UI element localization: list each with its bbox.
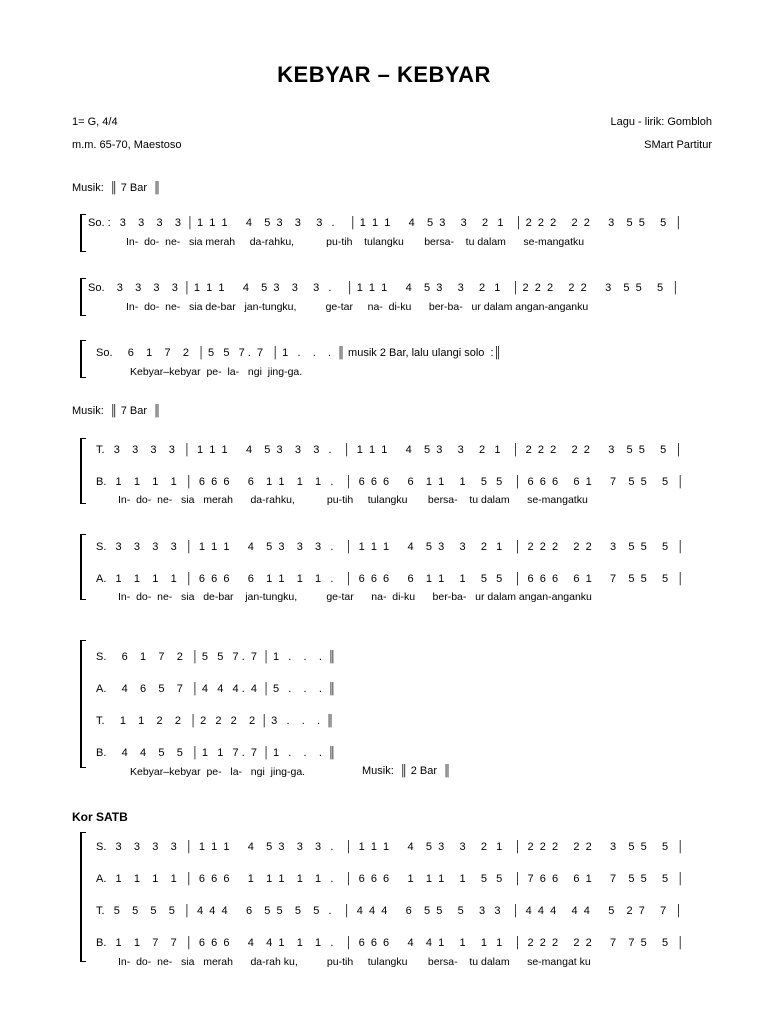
system-brace [80,214,86,252]
bass-ending: B. 4 4 5 5 │ 1 1 7 . 7 │ 1 . . . ║ [96,747,336,759]
sa-lyrics: In- do- ne- sia de-bar jan-tungku, ge-tar na- di-ku ber-ba- ur dalam angan-anganku [118,591,592,603]
solo-lyrics-2: In- do- ne- sia de-bar jan-tungku, ge-tar na- di-ku ber-ba- ur dalam angan-anganku [126,301,589,313]
bass-notes-1: B. 1 1 1 1 │ 6 6 6 6 1 1 1 1 . │ 6 6 6 6 1 1 1 5 5 │ 6 6 6 6 1 7 5 5 5 │ [96,476,685,488]
system-brace [80,534,86,600]
tenor-ending: T. 1 1 2 2 │ 2 2 2 2 │ 3 . . . ║ [96,715,334,727]
system-brace [80,278,86,316]
intro-musik-1: Musik: ║ 7 Bar ║ [72,182,161,194]
alto-notes-1: A. 1 1 1 1 │ 6 6 6 6 1 1 1 1 . │ 6 6 6 6 1 1 1 5 5 │ 6 6 6 6 1 7 5 5 5 │ [96,573,685,585]
system-brace [80,832,86,962]
kor-alto: A. 1 1 1 1 │ 6 6 6 1 1 1 1 1 . │ 6 6 6 1 1 1 1 5 5 │ 7 6 6 6 1 7 5 5 5 │ [96,873,685,885]
solo-notes-2: So. 3 3 3 3 │ 1 1 1 4 5 3 3 3 . │ 1 1 1 4 5 3 3 2 1 │ 2 2 2 2 2 3 5 5 5 │ [88,282,680,294]
solo-lyrics-3: Kebyar–kebyar pe- la- ngi jing-ga. [130,366,303,378]
ending-lyrics: Kebyar–kebyar pe- la- ngi jing-ga. [130,766,306,778]
tenor-notes-1: T. 3 3 3 3 │ 1 1 1 4 5 3 3 3 . │ 1 1 1 4 5 3 3 2 1 │ 2 2 2 2 2 3 5 5 5 │ [96,444,683,456]
publisher-credit: SMart Partitur [644,139,712,151]
kor-bass: B. 1 1 7 7 │ 6 6 6 4 4 1 1 1 . │ 6 6 6 4 4 1 1 1 1 │ 2 2 2 2 2 7 7 5 5 │ [96,937,685,949]
kor-lyrics: In- do- ne- sia merah da-rah ku, pu-tih tulangku bersa- tu dalam se-mangat ku [118,956,591,968]
kor-soprano: S. 3 3 3 3 │ 1 1 1 4 5 3 3 3 . │ 1 1 1 4 5 3 3 2 1 │ 2 2 2 2 2 3 5 5 5 │ [96,841,685,853]
system-brace [80,640,86,768]
page-title: KEBYAR – KEBYAR [277,62,491,87]
key-signature: 1= G, 4/4 [72,116,118,128]
kor-satb-label: Kor SATB [72,810,128,824]
soprano-ending: S. 6 1 7 2 │ 5 5 7 . 7 │ 1 . . . ║ [96,651,336,663]
solo-notes-3: So. 6 1 7 2 │ 5 5 7 . 7 │ 1 . . . ║ musik 2 Bar, lalu ulangi solo :║ [96,347,502,359]
tempo-marking: m.m. 65-70, Maestoso [72,139,182,151]
system-brace [80,340,86,378]
author-credit: Lagu - lirik: Gombloh [610,116,712,128]
system-brace [80,438,86,504]
soprano-notes-1: S. 3 3 3 3 │ 1 1 1 4 5 3 3 3 . │ 1 1 1 4 5 3 3 2 1 │ 2 2 2 2 2 3 5 5 5 │ [96,541,685,553]
solo-lyrics-1: In- do- ne- sia merah da-rahku, pu-tih tulangku bersa- tu dalam se-mangatku [126,236,585,248]
ending-musik: Musik: ║ 2 Bar ║ [362,765,451,777]
solo-notes-1: So. : 3 3 3 3 │ 1 1 1 4 5 3 3 3 . │ 1 1 1 4 5 3 3 2 1 │ 2 2 2 2 2 3 5 5 5 │ [88,217,683,229]
alto-ending: A. 4 6 5 7 │ 4 4 4 . 4 │ 5 . . . ║ [96,683,336,695]
tb-lyrics: In- do- ne- sia merah da-rahku, pu-tih tulangku bersa- tu dalam se-mangatku [118,494,588,506]
kor-tenor: T. 5 5 5 5 │ 4 4 4 6 5 5 5 5 . │ 4 4 4 6 5 5 5 3 3 │ 4 4 4 4 4 5 2 7 7 │ [96,905,683,917]
intro-musik-2: Musik: ║ 7 Bar ║ [72,405,161,417]
